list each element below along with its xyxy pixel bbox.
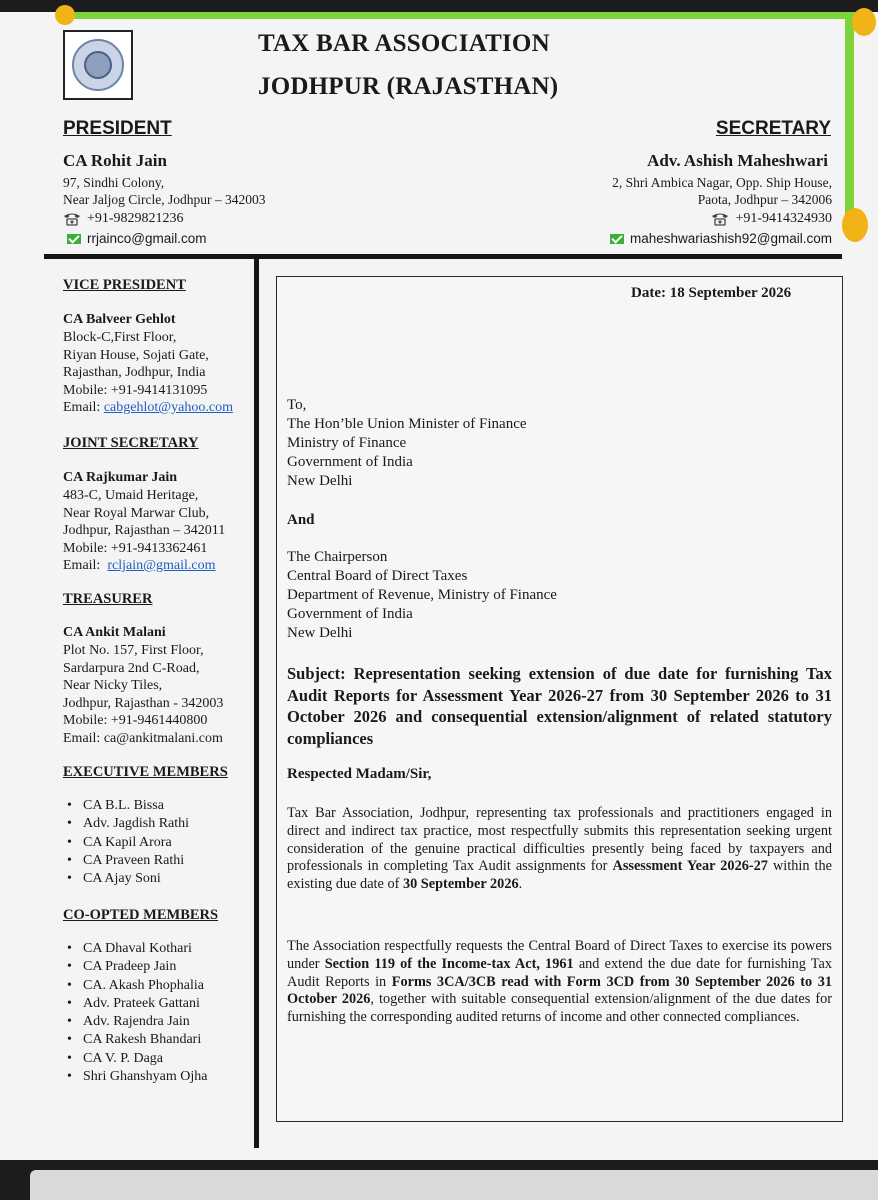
joint-secretary-details: 483-C, Umaid Heritage, Near Royal Marwar Club, Jodhpur, Rajasthan – 342011 Mobile: +91-9413362461 Email: rcljain@gmail.com	[63, 488, 226, 573]
vice-president-email-link[interactable]: cabgehlot@yahoo.com	[103, 400, 233, 415]
executive-members-list	[63, 797, 189, 888]
addressee-minister: To, The Hon’ble Union Minister of Finance Ministry of Finance Government of India New Delhi	[287, 397, 527, 489]
treasurer-name: CA Ankit Malani	[63, 625, 166, 640]
secretary-email[interactable]: maheshwariashish92@gmail.com	[610, 231, 832, 246]
sidebar-divider	[254, 258, 259, 1148]
treasurer-details: Plot No. 157, First Floor, Sardarpura 2nd C-Road, Near Nicky Tiles, Jodhpur, Rajasthan - 342003 Mobile: +91-9461440800 Email: ca@ankitmalani.com	[63, 643, 224, 746]
green-accent-top	[60, 12, 860, 19]
letter-date: Date: 18 September 2026	[631, 285, 792, 301]
email-icon	[67, 234, 81, 244]
coopted-members-list	[63, 940, 207, 1086]
list-item: • Adv. Prateek Gattani	[63, 995, 207, 1013]
body-paragraph-2: The Association respectfully requests the Central Board of Direct Taxes to exercise its powers under Section 119 of the Income-tax Act, 1961 and extend the due date for furnishing Tax Audit Reports in Forms 3CA/3CB read with Form 3CD from 30 September 2026 to 31 October 2026, together with suitable consequential extension/alignment of the due dates for furnishing the corresponding audited returns of income and other connected compliances.	[287, 938, 832, 1026]
and-label: And	[287, 512, 315, 528]
coopted-members-heading: CO-OPTED MEMBERS	[63, 907, 219, 923]
vice-president-details: Block-C,First Floor, Riyan House, Sojati Gate, Rajasthan, Jodhpur, India Mobile: +91-9414131095 Email: cabgehlot@yahoo.com	[63, 330, 233, 415]
list-item: • CA B.L. Bissa	[63, 797, 189, 815]
green-accent-right	[845, 12, 854, 222]
list-item: • CA Praveen Rathi	[63, 852, 189, 870]
president-name: CA Rohit Jain	[63, 151, 167, 170]
list-item: • Shri Ghanshyam Ojha	[63, 1068, 207, 1086]
executive-members-heading: EXECUTIVE MEMBERS	[63, 764, 228, 780]
secretary-heading: SECRETARY	[715, 118, 831, 139]
president-heading: PRESIDENT	[63, 118, 172, 139]
joint-secretary-name: CA Rajkumar Jain	[63, 470, 178, 485]
president-address: 97, Sindhi Colony, Near Jaljog Circle, Jodhpur – 342003	[63, 175, 266, 207]
salutation: Respected Madam/Sir,	[287, 766, 432, 782]
org-location: JODHPUR (RAJASTHAN)	[258, 73, 559, 100]
list-item: • Adv. Jagdish Rathi	[63, 815, 189, 833]
secretary-name: Adv. Ashish Maheshwari	[647, 151, 828, 170]
list-item: • CA Kapil Arora	[63, 834, 189, 852]
vice-president-heading: VICE PRESIDENT	[63, 277, 186, 293]
list-item: • CA Dhaval Kothari	[63, 940, 207, 958]
top-border	[0, 0, 878, 12]
header-divider	[44, 254, 842, 259]
telephone-icon	[63, 212, 81, 226]
seal-icon	[72, 39, 124, 91]
telephone-icon	[711, 212, 729, 226]
email-icon	[610, 234, 624, 244]
addressee-cbdt: The Chairperson Central Board of Direct Taxes Department of Revenue, Ministry of Finance Government of India New Delhi	[287, 549, 557, 641]
list-item: • Adv. Rajendra Jain	[63, 1013, 207, 1031]
vice-president-name: CA Balveer Gehlot	[63, 312, 176, 327]
president-phone: +91-9829821236	[63, 211, 184, 227]
joint-secretary-email-link[interactable]: rcljain@gmail.com	[107, 558, 216, 573]
list-item: • CA Pradeep Jain	[63, 958, 207, 976]
secretary-address: 2, Shri Ambica Nagar, Opp. Ship House, Paota, Jodhpur – 342006	[612, 175, 832, 207]
yellow-dot	[852, 8, 876, 36]
yellow-dot	[55, 5, 75, 25]
list-item: • CA. Akash Phophalia	[63, 977, 207, 995]
list-item: • CA Rakesh Bhandari	[63, 1031, 207, 1049]
association-logo	[63, 30, 133, 100]
president-email[interactable]: rrjainco@gmail.com	[67, 231, 206, 246]
letter-subject: Subject: Representation seeking extension of due date for furnishing Tax Audit Reports for Assessment Year 2026-27 from 30 September 2026 to 31 October 2026 and consequential extension/alignment of related statutory compliances	[287, 664, 832, 748]
secretary-phone: +91-9414324930	[711, 211, 832, 227]
list-item: • CA V. P. Daga	[63, 1050, 207, 1068]
yellow-dot	[842, 208, 868, 242]
joint-secretary-heading: JOINT SECRETARY	[63, 435, 199, 451]
next-page-edge	[30, 1170, 878, 1200]
org-name: TAX BAR ASSOCIATION	[258, 30, 550, 57]
treasurer-heading: TREASURER	[63, 591, 153, 607]
body-paragraph-1: Tax Bar Association, Jodhpur, representing tax professionals and practitioners engaged in direct and indirect tax practice, most respectfully submits this representation seeking urgent consideration of the genuine practical difficulties presently being faced by taxpayers and professionals in completing Tax Audit assignments for Assessment Year 2026-27 within the existing due date of 30 September 2026.	[287, 805, 833, 893]
list-item: • CA Ajay Soni	[63, 870, 189, 888]
